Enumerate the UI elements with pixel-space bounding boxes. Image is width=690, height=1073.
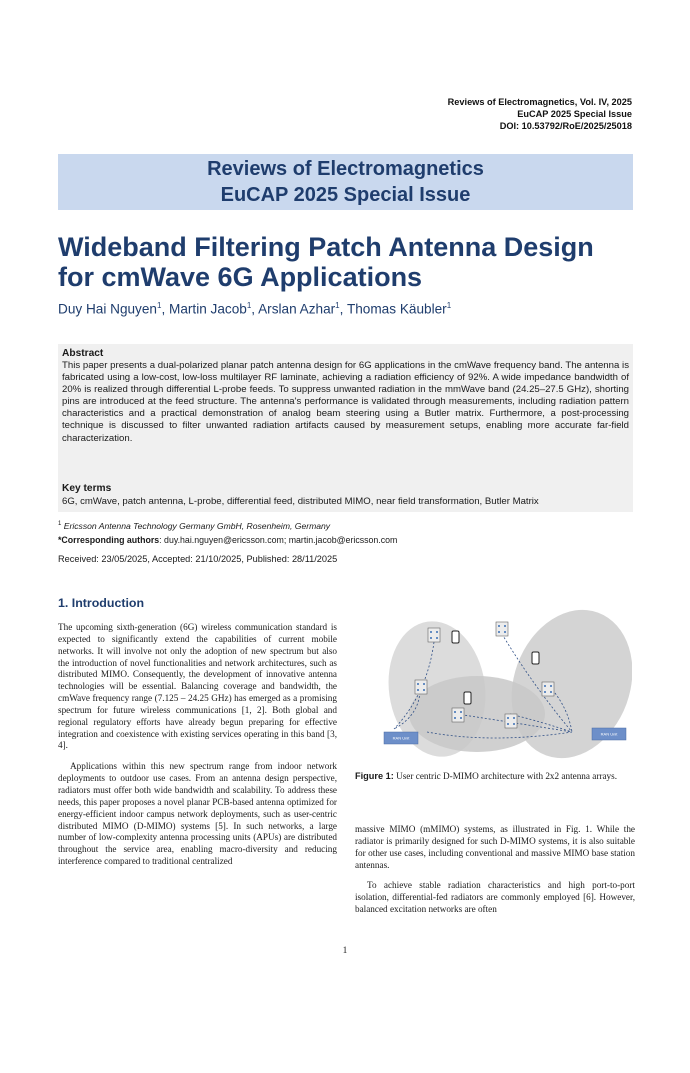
corresponding-label: *Corresponding authors: [58, 535, 160, 545]
publication-dates: Received: 23/05/2025, Accepted: 21/10/2025, Published: 28/11/2025: [58, 554, 338, 564]
title-line-1: Wideband Filtering Patch Antenna Design: [58, 232, 594, 262]
author-affiliation-mark: 1: [446, 301, 452, 310]
author-affiliation-mark: 1: [246, 301, 252, 310]
journal-doi: DOI: 10.53792/RoE/2025/25018: [499, 121, 632, 131]
ran-unit-label: RAN Unit: [600, 731, 618, 737]
abstract-heading: Abstract: [62, 348, 104, 359]
figure-caption-text: User centric D-MIMO architecture with 2x2 antenna arrays.: [393, 771, 618, 781]
paper-title: [58, 232, 638, 292]
key-terms-text: 6G, cmWave, patch antenna, L-probe, differential feed, distributed MIMO, near field transformation, Butler Matrix: [62, 496, 539, 507]
banner-journal-name: Reviews of Electromagnetics: [207, 158, 484, 180]
author-affiliation-mark: 1: [335, 301, 340, 310]
author-name: Duy Hai Nguyen: [58, 301, 157, 317]
corresponding-authors: [58, 535, 397, 545]
key-terms-heading: Key terms: [62, 483, 112, 494]
author-list: [58, 301, 451, 317]
corresponding-emails: : duy.hai.nguyen@ericsson.com; martin.jacob@ericsson.com: [159, 535, 398, 545]
journal-volume: Reviews of Electromagnetics, Vol. IV, 2025: [447, 97, 632, 107]
paragraph: Applications within this new spectrum range from indoor network deployments to outdoor use cases. From an antenna design perspective, radiators must offer both wide bandwidth and scalability. To address these needs, this paper proposes a novel planar PCB-based antenna optimized for energy-efficient indoor campus network deployments, such as user-centric distributed MIMO (D-MIMO) systems [5]. In such networks, a large number of low-complexity antenna processing units (APUs) are distributed throughout the service area, enabling macro-diversity and reducing interference compared to traditional centralized: [58, 761, 337, 867]
author-separator: ,: [161, 301, 169, 317]
paragraph: massive MIMO (mMIMO) systems, as illustrated in Fig. 1. While the radiator is primarily designed for such D-MIMO systems, it is also suitable for other use cases, including conventional and massive MIMO base station antennas.: [355, 824, 635, 870]
page-number: 1: [342, 946, 348, 956]
paragraph: To achieve stable radiation characteristics and high port-to-port isolation, differential-fed radiators are commonly employed [6]. However, balanced excitation networks are often: [355, 880, 635, 915]
banner-issue-name: EuCAP 2025 Special Issue: [220, 184, 471, 206]
paragraph: The upcoming sixth-generation (6G) wireless communication standard is expected to significantly extend the capabilities of current mobile networks. It will involve not only the adoption of new spectrum but also the introduction of novel functionalities and network architectures, such as distributed MIMO. Consequently, the development of innovative antenna technologies will be essential. Balancing coverage and bandwidth, the cmWave frequency range (7.125 – 24.25 GHz) has emerged as a promising spectrum for future wireless communications [1, 2]. Both global and regional regulatory efforts have already begun preparing for effective integration and coexistence with existing services operating in this band [3, 4].: [58, 622, 337, 751]
journal-banner: [58, 154, 633, 210]
author-separator: ,: [251, 301, 259, 317]
coverage-cell: [409, 676, 545, 752]
affiliation-mark: 1: [58, 521, 62, 528]
section-heading-introduction: 1. Introduction: [58, 596, 145, 610]
author-name: Arslan Azhar: [258, 301, 336, 317]
author-name: Thomas Käubler: [346, 301, 447, 317]
author-name: Martin Jacob: [169, 301, 247, 317]
abstract-text: This paper presents a dual-polarized planar patch antenna design for 6G applications in the cmWave frequency band. The antenna is fabricated using a low-cost, low-loss multilayer RF laminate, achieving a radiation efficiency of 92%. A wide impedance bandwidth of 20% is realized through differential L-probe feeds. To suppress unwanted radiation in the mmWave band (24.25–27.5 GHz), shorting pins are introduced at the feed structure. The antenna's performance is validated through measurements, including radiation pattern characteristics and a practical demonstration of analog beam steering using a Butler matrix. Furthermore, a post-processing technique is discussed to filter unwanted radiation artifacts caused by measurement setups, enabling more accurate far-field characterization.: [62, 360, 629, 444]
title-line-2: for cmWave 6G Applications: [58, 262, 423, 292]
figure-caption: [355, 771, 635, 783]
figure-label: Figure 1:: [355, 771, 394, 781]
journal-reference: [448, 96, 632, 132]
affiliation-text: Ericsson Antenna Technology Germany GmbH, Rosenheim, Germany: [61, 521, 331, 531]
figure-dmimo-diagram: [382, 604, 632, 760]
left-column-text: [58, 622, 337, 868]
abstract-box: [58, 344, 633, 512]
journal-issue: EuCAP 2025 Special Issue: [517, 109, 632, 119]
author-separator: ,: [339, 301, 347, 317]
affiliation: [58, 521, 330, 531]
author-affiliation-mark: 1: [156, 301, 162, 310]
ran-unit-label: RAN Unit: [392, 735, 410, 741]
right-column-text: [355, 824, 635, 916]
